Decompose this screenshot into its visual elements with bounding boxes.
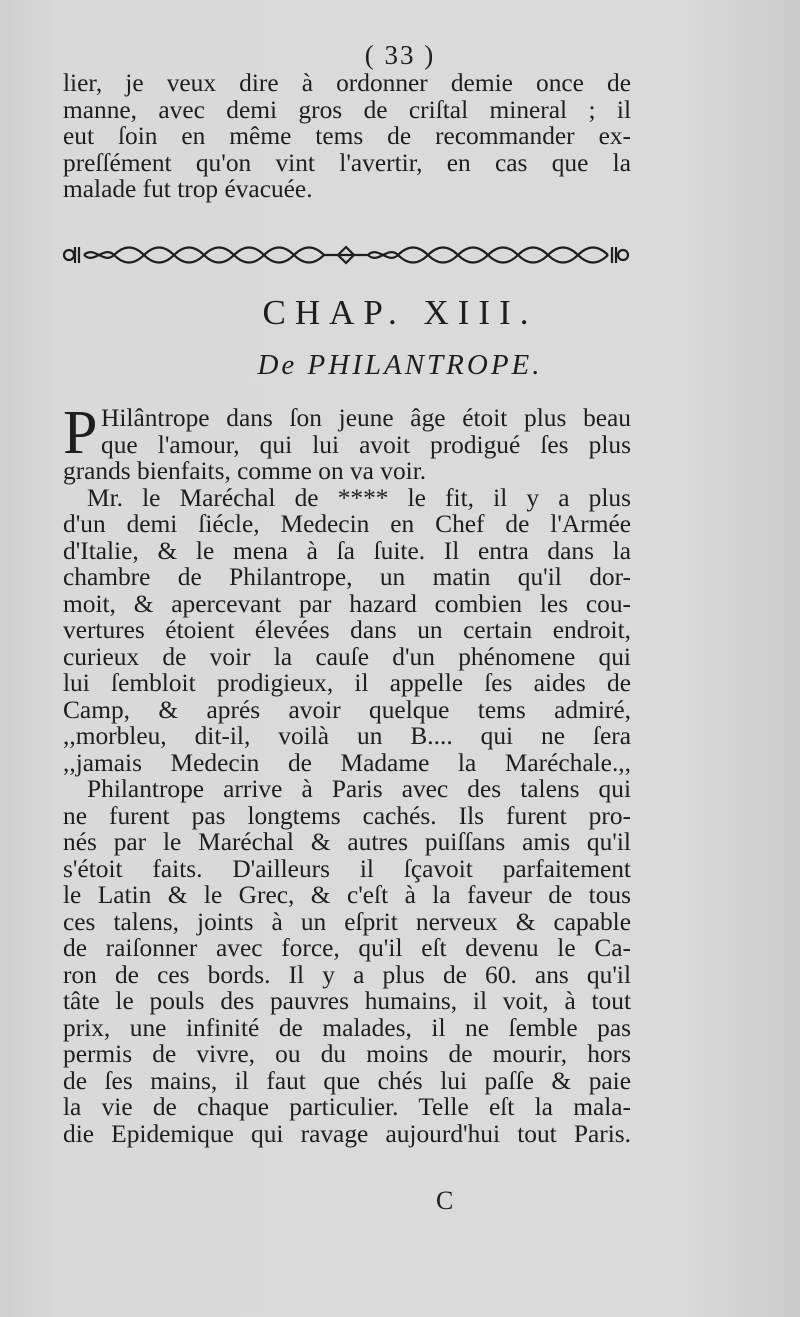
text-line: la vie de chaque particulier. Telle eſt la mala- <box>63 1093 631 1121</box>
text-line: vertures étoient élevées dans un certain endroit, <box>63 616 631 644</box>
text-line: moit, & apercevant par hazard combien les cou- <box>63 589 631 618</box>
text-line: malade fut trop évacuée. <box>63 175 313 203</box>
chapter-subtitle: De PHILANTROPE. <box>257 349 543 381</box>
page-number: ( 33 ) <box>364 40 436 70</box>
text-line: ,,morbleu, dit-il, voilà un B.... qui ne ſera <box>63 722 631 750</box>
text-line: ne furent pas longtems cachés. Ils furent pro- <box>63 801 631 830</box>
text-line: s'étoit faits. D'ailleurs il ſçavoit parfaitement <box>63 854 631 883</box>
text-line: die Epidemique qui ravage aujourd'hui tout Paris. <box>63 1119 631 1148</box>
body-text <box>63 399 631 1148</box>
text-line: ,,jamais Medecin de Madame la Maréchale.,, <box>63 748 631 777</box>
catchword: C <box>436 1186 454 1215</box>
text-line: le Latin & le Grec, & c'eſt à la faveur de tous <box>63 881 631 909</box>
text-line: eut ſoin en même tems de recommander ex- <box>63 122 631 150</box>
text-line: d'un demi ſiécle, Medecin en Chef de l'Armée <box>63 510 631 538</box>
text-line: de raiſonner avec force, qu'il eſt devenu le Ca- <box>63 934 631 962</box>
text-line: Philantrope arrive à Paris avec des talens qui <box>87 775 631 803</box>
text-line: curieux de voir la cauſe d'un phénomene qui <box>63 642 631 671</box>
text-line: Mr. le Maréchal de **** le fit, il y a plus <box>87 483 631 512</box>
text-line: Camp, & aprés avoir quelque tems admiré, <box>63 695 631 724</box>
drop-cap: P <box>63 399 98 467</box>
chapter-title: CHAP. XIII. <box>262 293 538 332</box>
text-line: que l'amour, qui lui avoit prodigué ſes plus <box>101 430 631 459</box>
text-line: d'Italie, & le mena à ſa ſuite. Il entra dans la <box>63 536 631 565</box>
text-line: lui ſembloit prodigieux, il appelle ſes aides de <box>63 669 631 697</box>
text-line: nés par le Maréchal & autres puiſſans amis qu'il <box>63 828 631 856</box>
intro-paragraph <box>63 70 631 203</box>
text-line: chambre de Philantrope, un matin qu'il dor- <box>63 563 631 591</box>
text-line: grands bienfaits, comme on va voir. <box>63 457 427 485</box>
ornamental-divider <box>62 242 630 268</box>
text-line: manne, avec demi gros de criſtal mineral ; il <box>63 95 631 124</box>
text-line: Hilântrope dans ſon jeune âge étoit plus beau <box>101 404 631 432</box>
text-line: preſſément qu'on vint l'avertir, en cas que la <box>63 148 631 177</box>
text-line: ces talens, joints à un eſprit nerveux & capable <box>63 907 631 936</box>
text-line: tâte le pouls des pauvres humains, il voit, à tout <box>63 987 631 1015</box>
text-line: de ſes mains, il faut que chés lui paſſe & paie <box>63 1066 631 1095</box>
text-line: lier, je veux dire à ordonner demie once de <box>63 69 631 97</box>
text-line: prix, une infinité de malades, il ne ſemble pas <box>63 1013 631 1042</box>
text-line: ron de ces bords. Il y a plus de 60. ans qu'il <box>63 960 631 989</box>
text-line: permis de vivre, ou du moins de mourir, hors <box>63 1040 631 1068</box>
